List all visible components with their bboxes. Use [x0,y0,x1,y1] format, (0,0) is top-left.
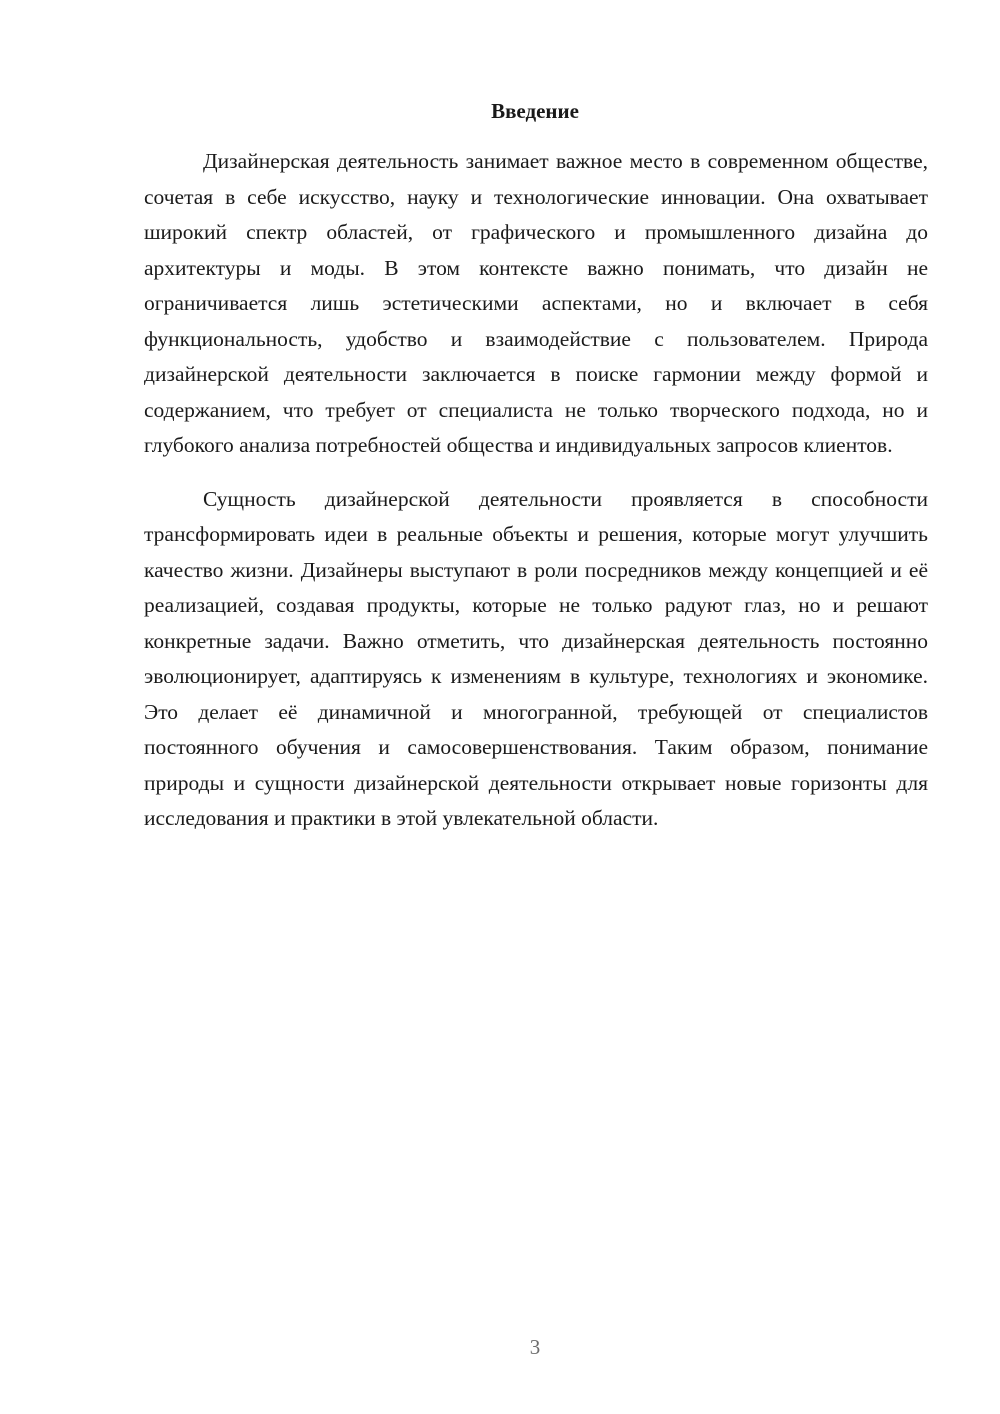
paragraph-2: Сущность дизайнерской деятельности проявляется в способности трансформировать идеи в реальные объекты и решения, которые могут улучшить качество жизни. Дизайнеры выступают в роли посредников между концепцией и её реализацией, создавая продукты, которые не только радуют глаз, но и решают конкретные задачи. Важно отметить, что дизайнерская деятельность постоянно эволюционирует, адаптируясь к изменениям в культуре, технологиях и экономике. Это делает её динамичной и многогранной, требующей от специалистов постоянного обучения и самосовершенствования. Таким образом, понимание природы и сущности дизайнерской деятельности открывает новые горизонты для исследования и практики в этой увлекательной области. [144,486,928,830]
section-title: Введение [491,99,579,123]
paragraph-1: Дизайнерская деятельность занимает важное место в современном обществе, сочетая в себе искусство, науку и технологические инновации. Она охватывает широкий спектр областей, от графического и промышленного дизайна до архитектуры и моды. В этом контексте важно понимать, что дизайн не ограничивается лишь эстетическими аспектами, но и включает в себя функциональность, удобство и взаимодействие с пользователем. Природа дизайнерской деятельности заключается в поиске гармонии между формой и содержанием, что требует от специалиста не только творческого подхода, но и глубокого анализа потребностей общества и индивидуальных запросов клиентов. [144,149,928,457]
body-text [144,144,928,855]
page-number: 3 [529,1335,541,1359]
